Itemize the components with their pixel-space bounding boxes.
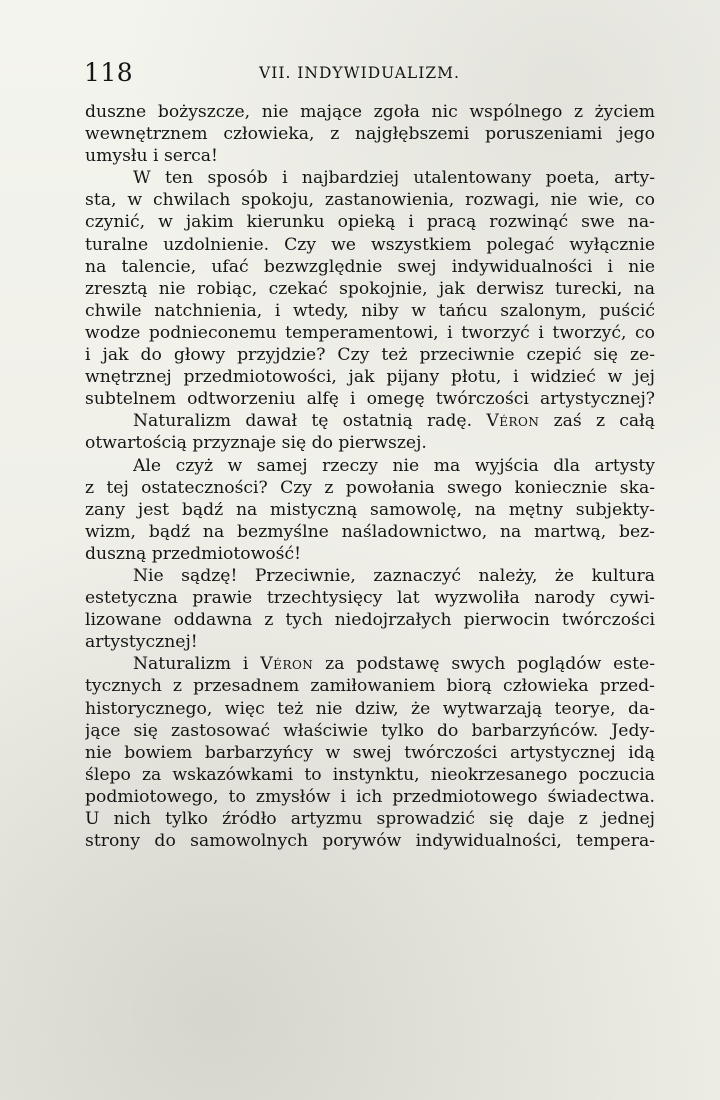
text-segment: Naturalizm i: [133, 654, 261, 675]
text-line: artystycznej!: [85, 632, 198, 653]
text-line: podmiotowego, to zmysłów i ich przedmiotowego świadectwa.: [85, 786, 655, 807]
text-line: historycznego, więc też nie dziw, że wytwarzają teorye, da-: [85, 698, 655, 719]
text-segment: za podstawę swych poglądów este-: [313, 654, 655, 675]
author-name: Véron: [260, 654, 314, 675]
text-line: turalne uzdolnienie. Czy we wszystkiem polegać wyłącznie: [85, 234, 655, 255]
text-line: czynić, w jakim kierunku opieką i pracą rozwinąć swe na-: [85, 212, 655, 233]
text-line: [85, 653, 655, 675]
text-line: wnętrznej przedmiotowości, jak pijany płotu, i widzieć w jej: [85, 367, 655, 388]
text-line: duszną przedmiotowość!: [85, 543, 301, 564]
text-line: Ale czyż w samej rzeczy nie ma wyjścia dla artysty: [133, 455, 655, 476]
text-line: nie bowiem barbarzyńcy w swej twórczości artystycznej idą: [85, 742, 655, 763]
text-line: U nich tylko źródło artyzmu sprowadzić się daje z jednej: [85, 809, 655, 829]
text-line: subtelnem odtworzeniu alfę i omegę twórczości artystycznej?: [85, 389, 655, 410]
text-line: W ten sposób i najbardziej utalentowany poeta, arty-: [133, 168, 655, 189]
text-line: otwartością przyznaje się do pierwszej.: [85, 433, 427, 454]
text-line: lizowane oddawna z tych niedojrzałych pierwocin twórczości: [85, 610, 655, 631]
running-head: VII. INDYWIDUALIZM.: [259, 64, 460, 82]
text-line: strony do samowolnych porywów indywidualności, tempera-: [85, 831, 655, 852]
body-text: [85, 101, 655, 852]
text-line: i jak do głowy przyjdzie? Czy też przeciwnie czepić się ze-: [85, 345, 655, 366]
text-line: zany jest bądź na mistyczną samowolę, na mętny subjekty-: [85, 499, 655, 520]
text-line: sta, w chwilach spokoju, zastanowienia, rozwagi, nie wie, co: [85, 190, 655, 211]
text-line: z tej ostateczności? Czy z powołania swego koniecznie ska-: [85, 477, 655, 498]
text-line: tycznych z przesadnem zamiłowaniem biorą człowieka przed-: [85, 676, 655, 697]
text-line: ślepo za wskazówkami to instynktu, nieokrzesanego poczucia: [85, 764, 655, 785]
text-line: wewnętrznem człowieka, z najgłębszemi poruszeniami jego: [85, 124, 655, 145]
author-name: Véron: [486, 411, 540, 432]
text-line: wodze podnieconemu temperamentowi, i tworzyć i tworzyć, co: [85, 322, 655, 343]
text-line: duszne bożyszcze, nie mające zgoła nic wspólnego z życiem: [85, 102, 655, 122]
text-line: umysłu i serca!: [85, 146, 218, 167]
text-line: wizm, bądź na bezmyślne naśladownictwo, na martwą, bez-: [85, 521, 655, 542]
text-segment: zaś z całą: [539, 411, 655, 432]
text-line: jące się zastosować właściwie tylko do barbarzyńców. Jedy-: [85, 720, 655, 741]
text-segment: Naturalizm dawał tę ostatnią radę.: [133, 411, 487, 432]
text-line: zresztą nie robiąc, czekać spokojnie, jak derwisz turecki, na: [85, 278, 655, 299]
text-line: estetyczna prawie trzechtysięcy lat wyzwoliła narody cywi-: [85, 588, 655, 609]
text-line: na talencie, ufać bezwzględnie swej indywidualności i nie: [85, 256, 655, 277]
page-number: 118: [84, 58, 134, 87]
text-line: chwile natchnienia, i wtedy, niby w tańcu szalonym, puścić: [85, 300, 655, 321]
text-line: Nie sądzę! Przeciwnie, zaznaczyć należy, że kultura: [133, 565, 655, 586]
text-line: [85, 410, 655, 432]
